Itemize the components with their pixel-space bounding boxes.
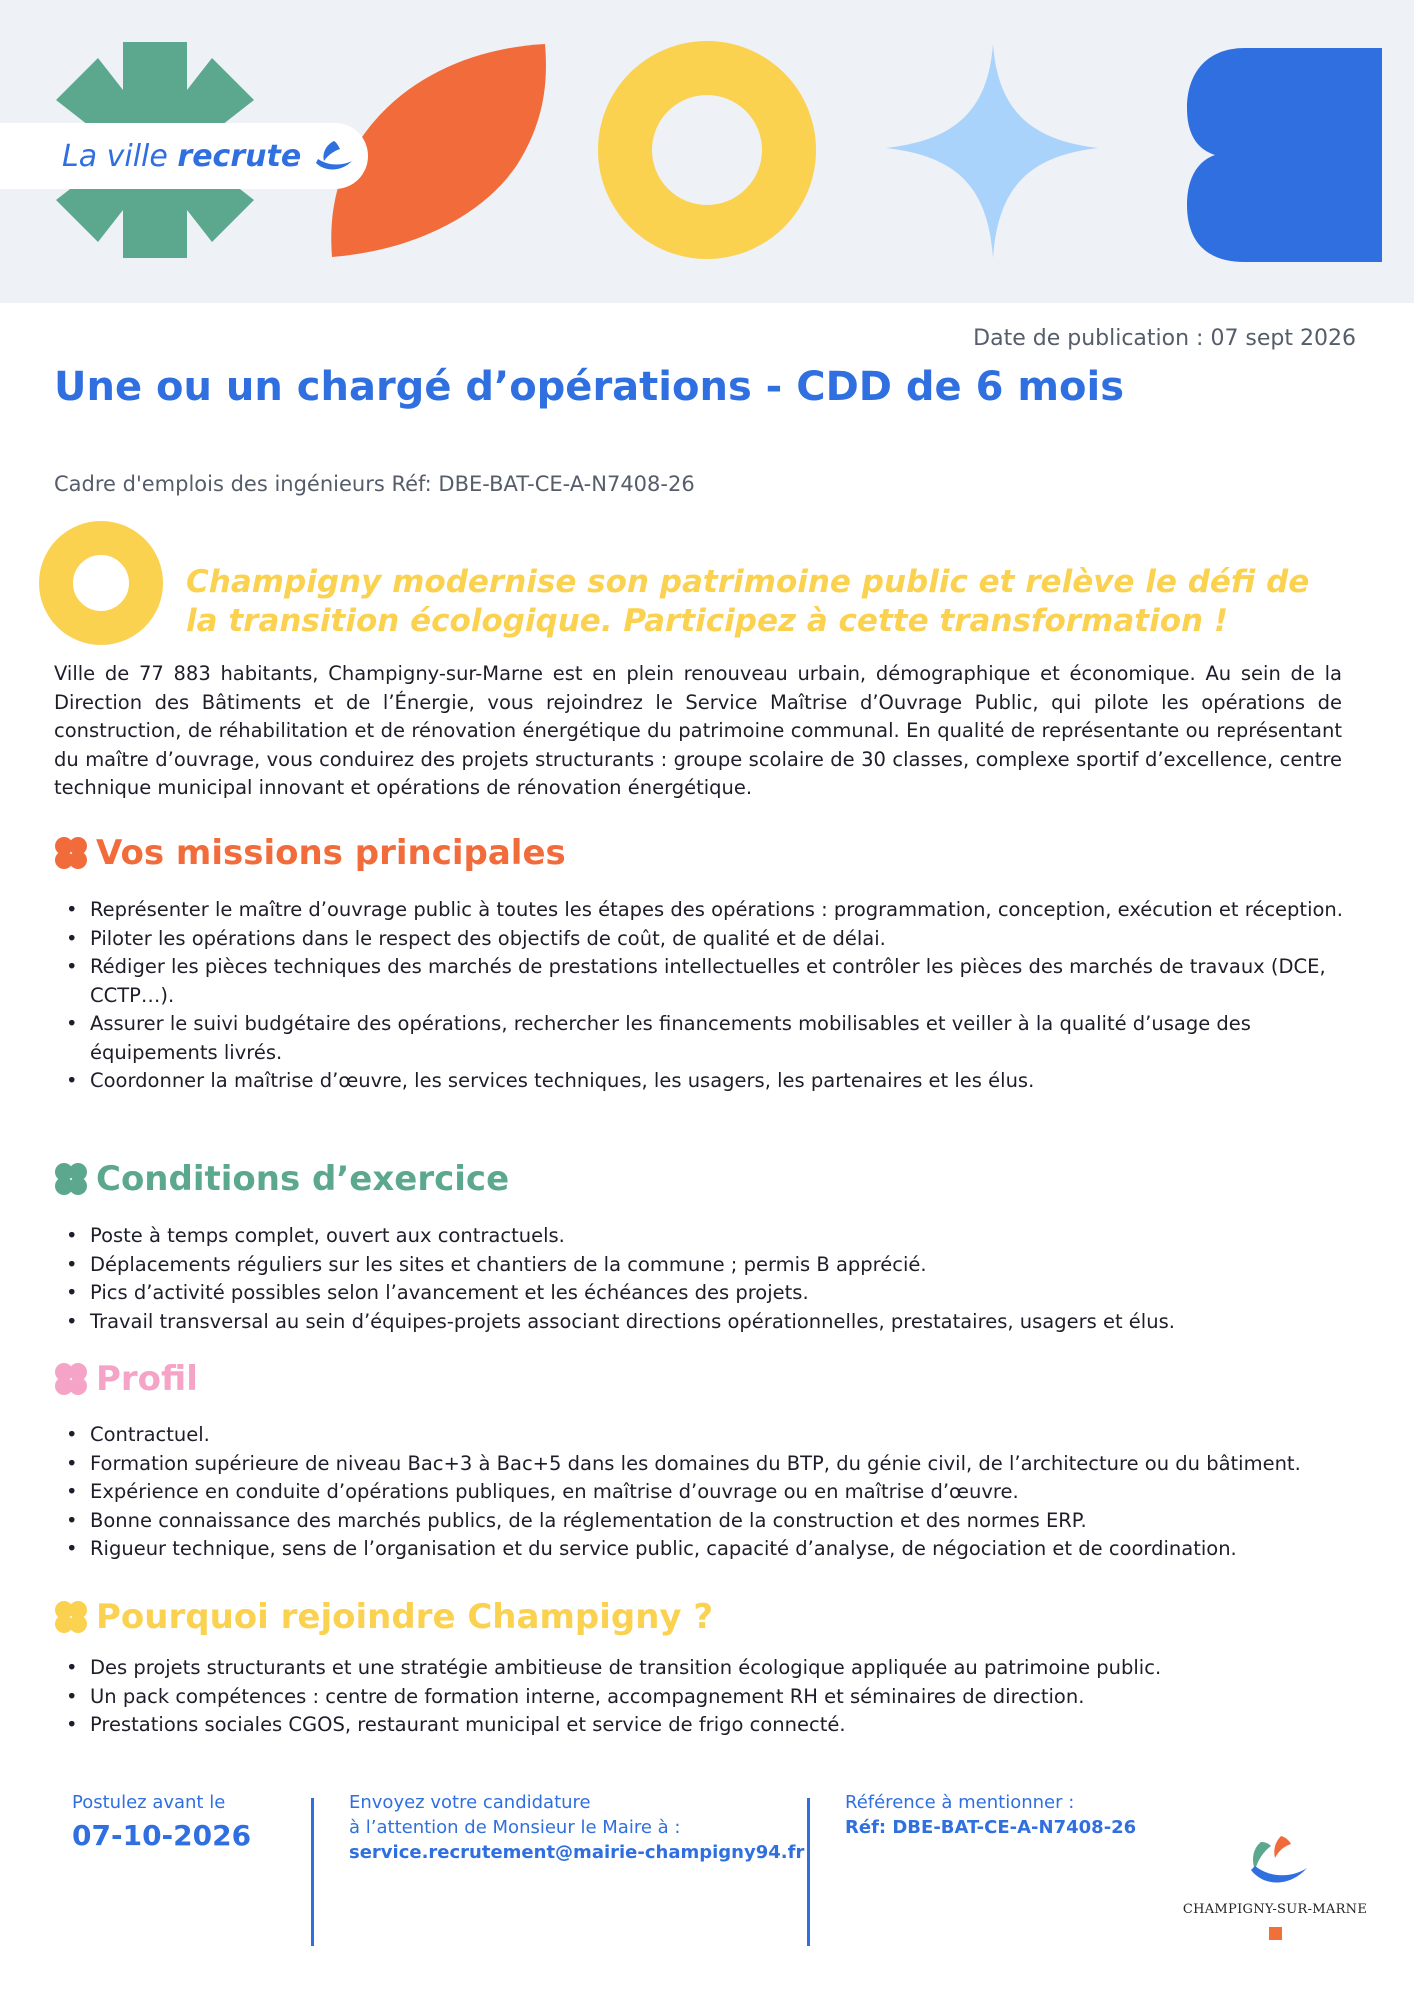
reference-label: Référence à mentionner : (845, 1792, 1075, 1813)
list-item: • Poste à temps complet, ouvert aux contractuels. (90, 1222, 1350, 1251)
missions-title: Vos missions principales (96, 833, 566, 873)
missions-list (90, 896, 1350, 1096)
list-item: • Rigueur technique, sens de l’organisation et du service public, capacité d’analyse, de négociation et de coordination. (90, 1535, 1350, 1564)
footer (0, 1790, 1414, 1960)
flower-icon (54, 1600, 88, 1634)
champigny-swoosh-icon (310, 137, 356, 177)
reference-block (845, 1790, 1136, 1840)
footer-divider (311, 1798, 314, 1946)
recruit-text: La ville recrute (62, 138, 302, 174)
footer-divider (807, 1798, 810, 1946)
send-line-1: Envoyez votre candidature (349, 1792, 591, 1813)
intro-paragraph: Ville de 77 883 habitants, Champigny-sur-Marne est en plein renouveau urbain, démographique et économique. Au sein de la Direction des Bâtiments et de l’Énergie, vous rejoindrez le Service Maîtrise d’Ouvrage Public, qui pilote les opérations de construction, de réhabilitation et de rénovation énergétique du patrimoine communal. En qualité de représentante ou représentant du maître d’ouvrage, vous conduirez des projets structurants : groupe scolaire de 30 classes, complexe sportif d’excellence, centre technique municipal innovant et opérations de rénovation énergétique. (54, 662, 1342, 799)
profil-title: Profil (96, 1359, 198, 1399)
flower-icon (54, 1162, 88, 1196)
intro-headline: Champigny modernise son patrimoine public et relève le défi de la transition écologique. Participez à cette transformation ! (186, 564, 1310, 639)
list-item: • Un pack compétences : centre de formation interne, accompagnement RH et séminaires de direction. (90, 1683, 1350, 1712)
deadline-block (72, 1790, 251, 1852)
email-link[interactable]: service.recrutement@mairie-champigny94.fr (349, 1842, 805, 1863)
list-item: • Piloter les opérations dans le respect des objectifs de coût, de qualité et de délai. (90, 925, 1350, 954)
list-item: • Des projets structurants et une stratégie ambitieuse de transition écologique appliquée au patrimoine public. (90, 1654, 1350, 1683)
pourquoi-heading (54, 1597, 713, 1637)
flower-icon (54, 836, 88, 870)
blue-star-shape (886, 44, 1098, 258)
list-item: • Formation supérieure de niveau Bac+3 à Bac+5 dans les domaines du BTP, du génie civil, de l’architecture ou du bâtiment. (90, 1450, 1350, 1479)
list-item: • Coordonner la maîtrise d’œuvre, les services techniques, les usagers, les partenaires et les élus. (90, 1067, 1350, 1096)
list-item: • Expérience en conduite d’opérations publiques, en maîtrise d’ouvrage ou en maîtrise d’œuvre. (90, 1478, 1350, 1507)
conditions-heading (54, 1159, 509, 1199)
list-item: • Prestations sociales CGOS, restaurant municipal et service de frigo connecté. (90, 1711, 1350, 1740)
blue-b-shape (1187, 48, 1382, 262)
conditions-list (90, 1222, 1350, 1336)
list-item: • Pics d’activité possibles selon l’avancement et les échéances des projets. (90, 1279, 1350, 1308)
list-item: • Travail transversal au sein d’équipes-projets associant directions opérationnelles, prestataires, usagers et élus. (90, 1308, 1350, 1337)
cadre-reference: Cadre d'emplois des ingénieurs Réf: DBE-BAT-CE-A-N7408-26 (54, 472, 695, 496)
conditions-title: Conditions d’exercice (96, 1159, 510, 1199)
city-name: CHAMPIGNY-SUR-MARNE (1182, 1902, 1368, 1917)
profil-list (90, 1421, 1350, 1564)
list-item: • Représenter le maître d’ouvrage public à toutes les étapes des opérations : programmation, conception, exécution et réception. (90, 896, 1350, 925)
header-banner (0, 0, 1414, 303)
send-block (349, 1790, 804, 1865)
profil-heading (54, 1359, 198, 1399)
deadline-label: Postulez avant le (72, 1792, 226, 1813)
publication-date: Date de publication : 07 sept 2026 (973, 326, 1356, 351)
reference-value: Réf: DBE-BAT-CE-A-N7408-26 (845, 1817, 1137, 1838)
list-item: • Déplacements réguliers sur les sites et chantiers de la commune ; permis B apprécié. (90, 1251, 1350, 1280)
list-item: • Contractuel. (90, 1421, 1350, 1450)
send-line-2: à l’attention de Monsieur le Maire à : (349, 1817, 681, 1838)
yellow-ring-shape (625, 68, 789, 232)
recruit-badge (0, 123, 368, 189)
city-logo (1180, 1830, 1370, 1940)
champigny-logo-icon (1235, 1830, 1315, 1894)
deadline-date: 07-10-2026 (72, 1819, 252, 1852)
list-item: • Assurer le suivi budgétaire des opérations, rechercher les financements mobilisables et veiller à la qualité d’usage des équipements livrés. (90, 1010, 1350, 1067)
job-title: Une ou un chargé d’opérations - CDD de 6 mois (54, 364, 1125, 410)
list-item: • Bonne connaissance des marchés publics, de la réglementation de la construction et des normes ERP. (90, 1507, 1350, 1536)
yellow-ring-icon (38, 520, 164, 646)
flower-icon (54, 1362, 88, 1396)
pourquoi-list (90, 1654, 1350, 1740)
missions-heading (54, 833, 566, 873)
pourquoi-title: Pourquoi rejoindre Champigny ? (96, 1597, 714, 1637)
orange-square-mark (1269, 1927, 1282, 1940)
list-item: • Rédiger les pièces techniques des marchés de prestations intellectuelles et contrôler les pièces des marchés de travaux (DCE, CCTP…). (90, 953, 1350, 1010)
